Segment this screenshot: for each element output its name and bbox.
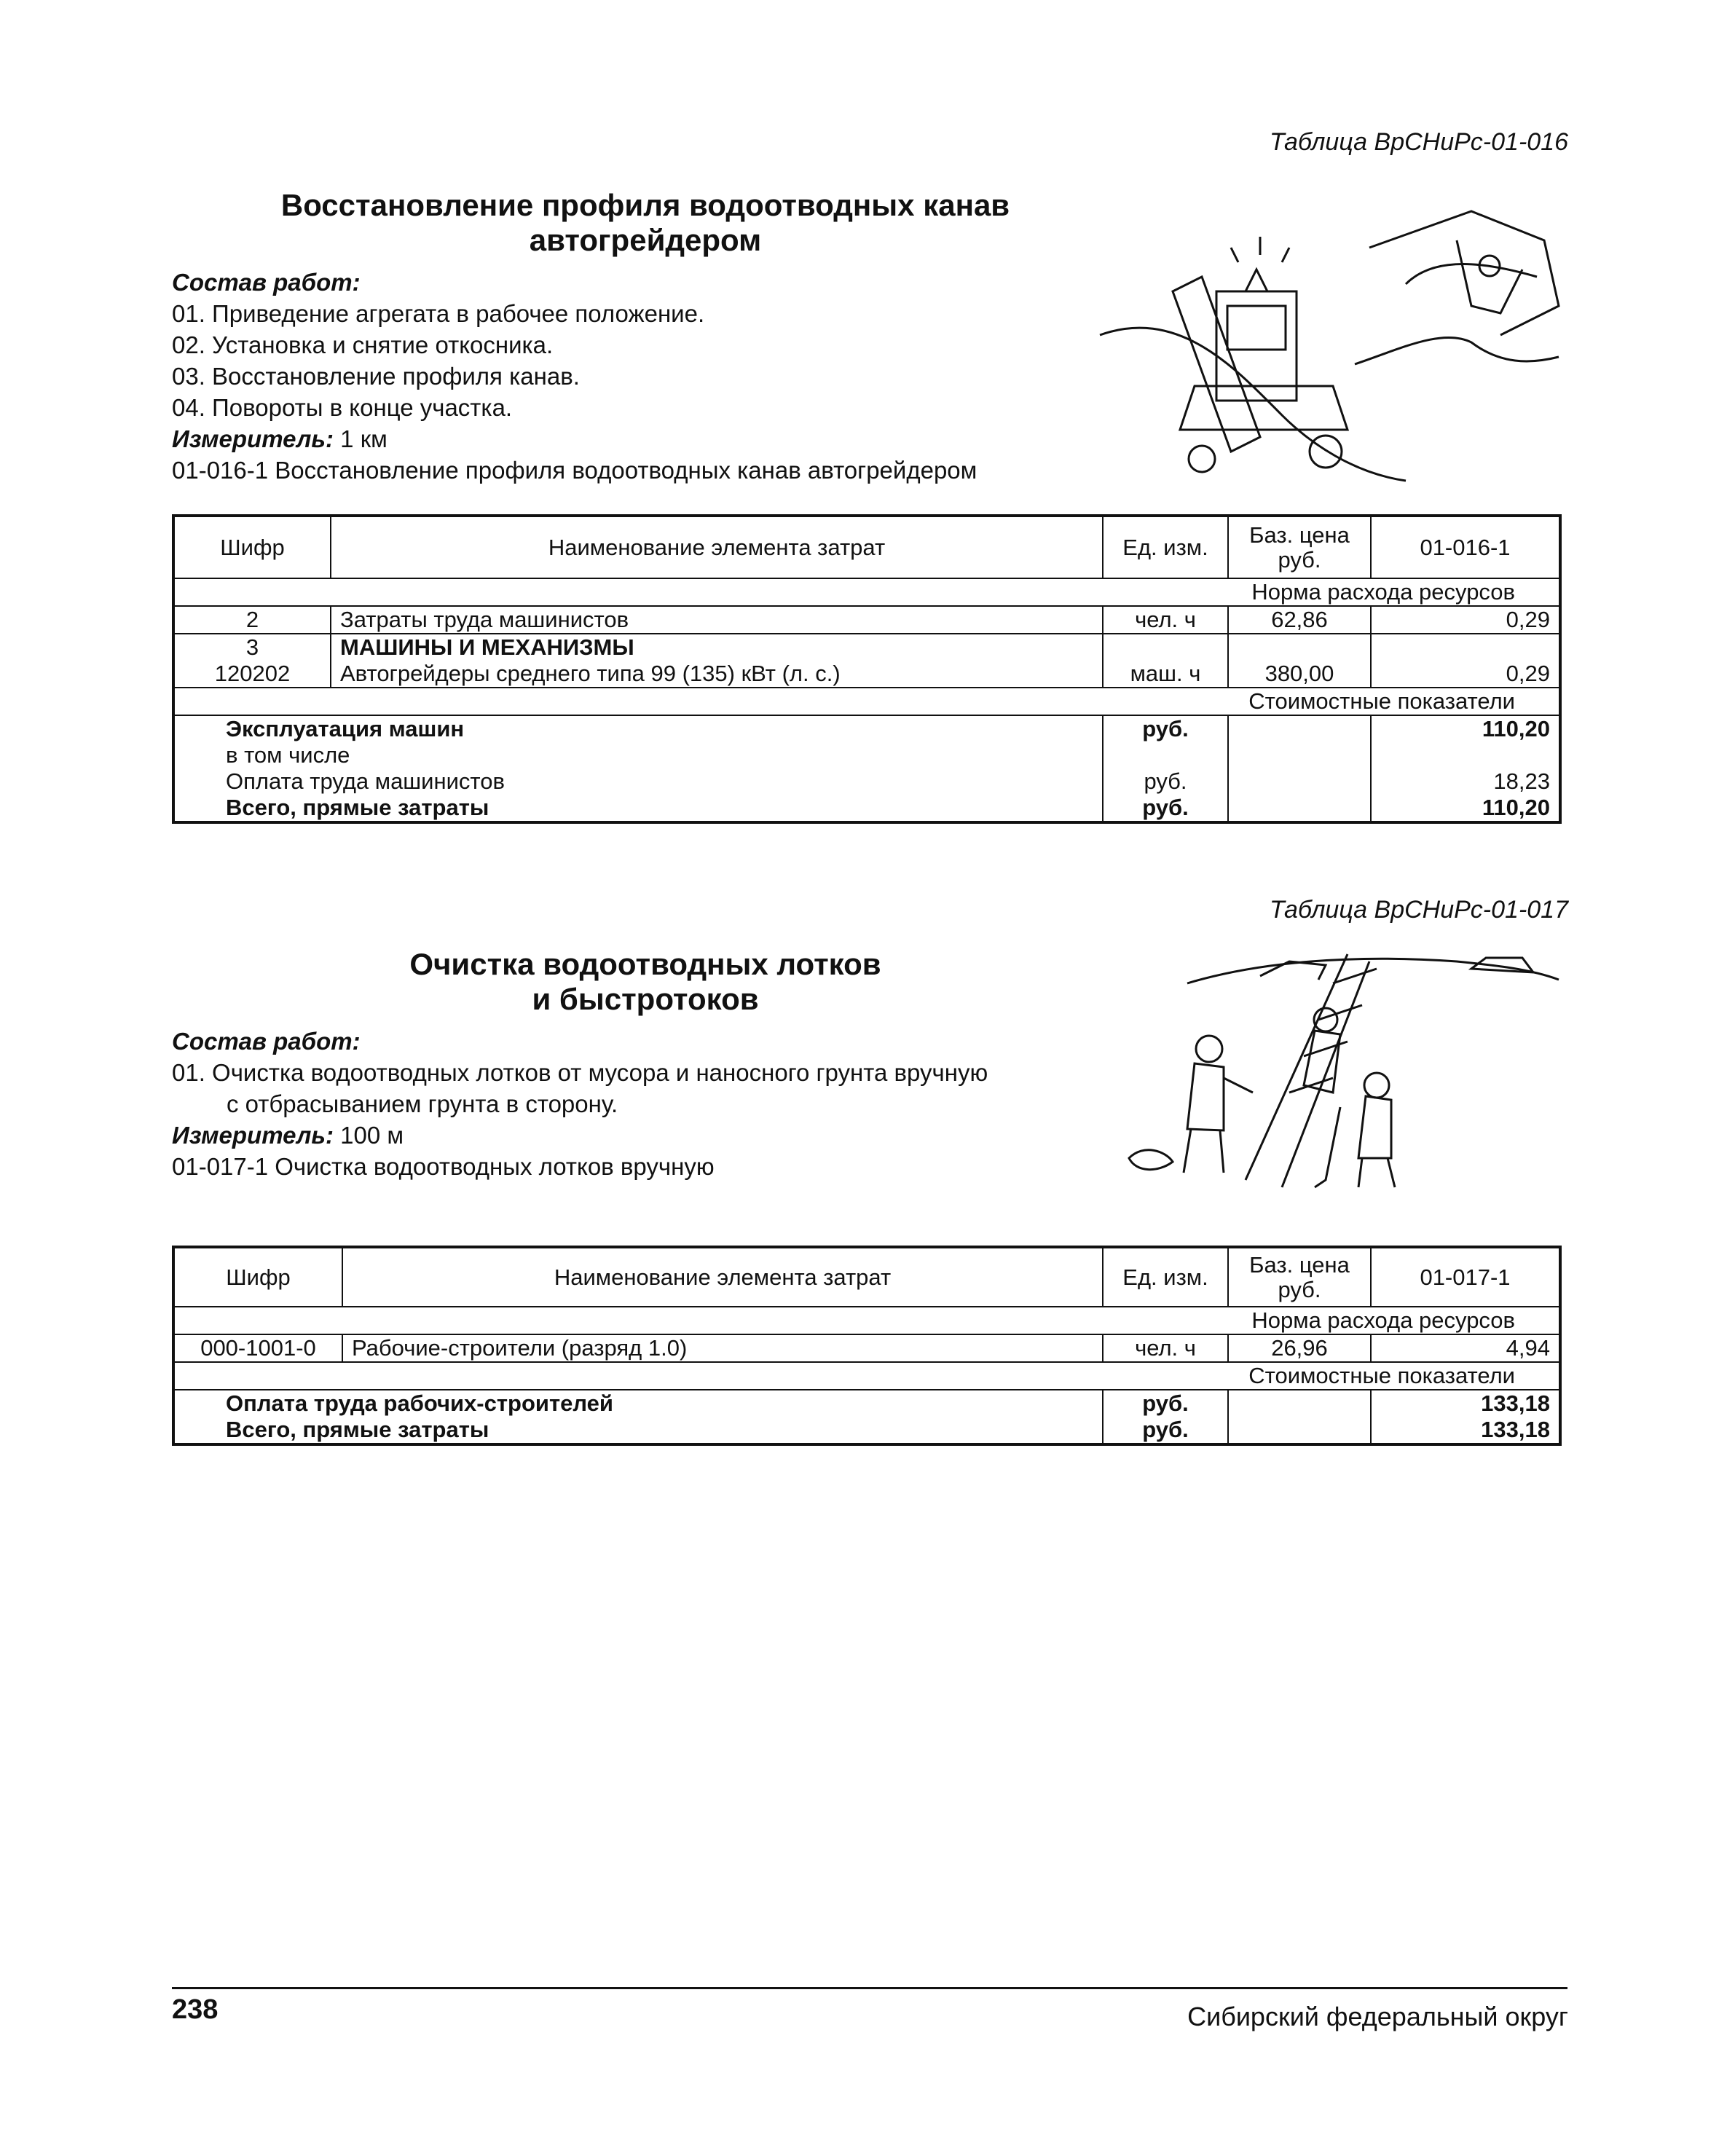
section-title-016 (172, 188, 1119, 258)
header-name: Наименование элемента затрат (342, 1247, 1103, 1307)
cost-row-name: в том числе (173, 742, 1103, 768)
cost-row-value: 18,23 (1371, 768, 1560, 795)
cost-row-name: Всего, прямые затраты (173, 795, 1103, 822)
table-caption-017: Таблица ВрСНиРс-01-017 (1269, 896, 1568, 924)
cost-row (173, 742, 1560, 768)
row-code: 2 (173, 606, 331, 634)
cost-table-017 (172, 1246, 1562, 1446)
row-value (1371, 634, 1560, 661)
section-title-line2: автогрейдером (529, 223, 762, 257)
work-item: 04. Повороты в конце участка. (172, 394, 513, 421)
cost-section-label: Стоимостные показатели (173, 688, 1560, 715)
page-number: 238 (172, 1994, 219, 2025)
cost-row-value: 133,18 (1371, 1390, 1560, 1417)
workers-illustration (1114, 940, 1566, 1202)
row-price (1228, 634, 1371, 661)
table-header-row (173, 516, 1560, 578)
cost-row (173, 1417, 1560, 1444)
cost-row-unit: руб. (1103, 1390, 1228, 1417)
row-price: 26,96 (1228, 1334, 1371, 1362)
header-price: Баз. цена руб. (1228, 516, 1371, 578)
work-item: 01. Очистка водоотводных лотков от мусора и наносного грунта вручную (172, 1059, 988, 1086)
cost-table-016 (172, 514, 1562, 824)
cost-row-price (1228, 1390, 1371, 1417)
works-block-017 (172, 1026, 988, 1182)
region-name: Сибирский федеральный округ (1187, 2002, 1568, 2031)
cost-row-price (1228, 742, 1371, 768)
section-title-line1: Восстановление профиля водоотводных канав (280, 188, 1010, 222)
cost-row-name: Оплата труда машинистов (173, 768, 1103, 795)
work-item: 03. Восстановление профиля канав. (172, 363, 580, 390)
row-unit: маш. ч (1103, 661, 1228, 688)
header-norm: 01-016-1 (1371, 516, 1560, 578)
work-item: 01. Приведение агрегата в рабочее положение. (172, 300, 705, 327)
measure-value: 1 км (340, 425, 388, 452)
row-name: МАШИНЫ И МЕХАНИЗМЫ (331, 634, 1103, 661)
cost-row (173, 768, 1560, 795)
cost-row-value (1371, 742, 1560, 768)
grader-illustration (1093, 197, 1566, 488)
row-value: 4,94 (1371, 1334, 1560, 1362)
section-title-line1: Очистка водоотводных лотков (409, 947, 881, 981)
header-code: Шифр (173, 516, 331, 578)
row-unit (1103, 634, 1228, 661)
row-name: Автогрейдеры среднего типа 99 (135) кВт (л. с.) (331, 661, 1103, 688)
measure-label: Измеритель: (172, 1122, 334, 1149)
cost-section-label: Стоимостные показатели (173, 1362, 1560, 1390)
table-header-row (173, 1247, 1560, 1307)
row-unit: чел. ч (1103, 1334, 1228, 1362)
works-block-016 (172, 267, 977, 486)
section-title-line2: и быстротоков (532, 982, 759, 1016)
header-price: Баз. цена руб. (1228, 1247, 1371, 1307)
measure-label: Измеритель: (172, 425, 334, 452)
header-unit: Ед. изм. (1103, 516, 1228, 578)
section-title-017 (172, 947, 1119, 1017)
work-item: 02. Установка и снятие откосника. (172, 331, 554, 358)
cost-row (173, 715, 1560, 742)
row-value: 0,29 (1371, 661, 1560, 688)
header-unit: Ед. изм. (1103, 1247, 1228, 1307)
row-code: 120202 (173, 661, 331, 688)
work-item-continuation: с отбрасыванием грунта в сторону. (227, 1090, 618, 1117)
cost-row (173, 1390, 1560, 1417)
cost-section-row (173, 1362, 1560, 1390)
cost-row-value: 110,20 (1371, 715, 1560, 742)
row-value: 0,29 (1371, 606, 1560, 634)
row-price: 380,00 (1228, 661, 1371, 688)
measure-line (172, 423, 977, 455)
norm-section-row (173, 578, 1560, 606)
table-row (173, 634, 1560, 661)
norm-section-row (173, 1307, 1560, 1334)
cost-row-name: Эксплуатация машин (173, 715, 1103, 742)
measure-value: 100 м (340, 1122, 404, 1149)
cost-row-unit: руб. (1103, 715, 1228, 742)
cost-row-value: 133,18 (1371, 1417, 1560, 1444)
row-code: 3 (173, 634, 331, 661)
cost-row-price (1228, 1417, 1371, 1444)
row-price: 62,86 (1228, 606, 1371, 634)
works-heading: Состав работ: (172, 1028, 361, 1055)
norm-section-label: Норма расхода ресурсов (173, 578, 1560, 606)
cost-row-name: Всего, прямые затраты (173, 1417, 1103, 1444)
cost-row-value: 110,20 (1371, 795, 1560, 822)
row-name: Затраты труда машинистов (331, 606, 1103, 634)
row-code: 000-1001-0 (173, 1334, 342, 1362)
norm-section-label: Норма расхода ресурсов (173, 1307, 1560, 1334)
cost-row-unit: руб. (1103, 768, 1228, 795)
code-line: 01-016-1 Восстановление профиля водоотводных канав автогрейдером (172, 457, 977, 484)
header-norm: 01-017-1 (1371, 1247, 1560, 1307)
cost-row-price (1228, 768, 1371, 795)
table-row (173, 1334, 1560, 1362)
header-code: Шифр (173, 1247, 342, 1307)
row-name: Рабочие-строители (разряд 1.0) (342, 1334, 1103, 1362)
cost-row-unit: руб. (1103, 1417, 1228, 1444)
footer-rule (172, 1987, 1567, 1989)
header-name: Наименование элемента затрат (331, 516, 1103, 578)
cost-row-price (1228, 795, 1371, 822)
cost-row-name: Оплата труда рабочих-строителей (173, 1390, 1103, 1417)
cost-row-unit (1103, 742, 1228, 768)
code-line: 01-017-1 Очистка водоотводных лотков вручную (172, 1153, 715, 1180)
cost-row-price (1228, 715, 1371, 742)
measure-line (172, 1120, 988, 1151)
table-row (173, 661, 1560, 688)
table-caption-016: Таблица ВрСНиРс-01-016 (1269, 128, 1568, 156)
cost-section-row (173, 688, 1560, 715)
cost-row-unit: руб. (1103, 795, 1228, 822)
works-heading: Состав работ: (172, 269, 361, 296)
row-unit: чел. ч (1103, 606, 1228, 634)
table-row (173, 606, 1560, 634)
cost-row (173, 795, 1560, 822)
